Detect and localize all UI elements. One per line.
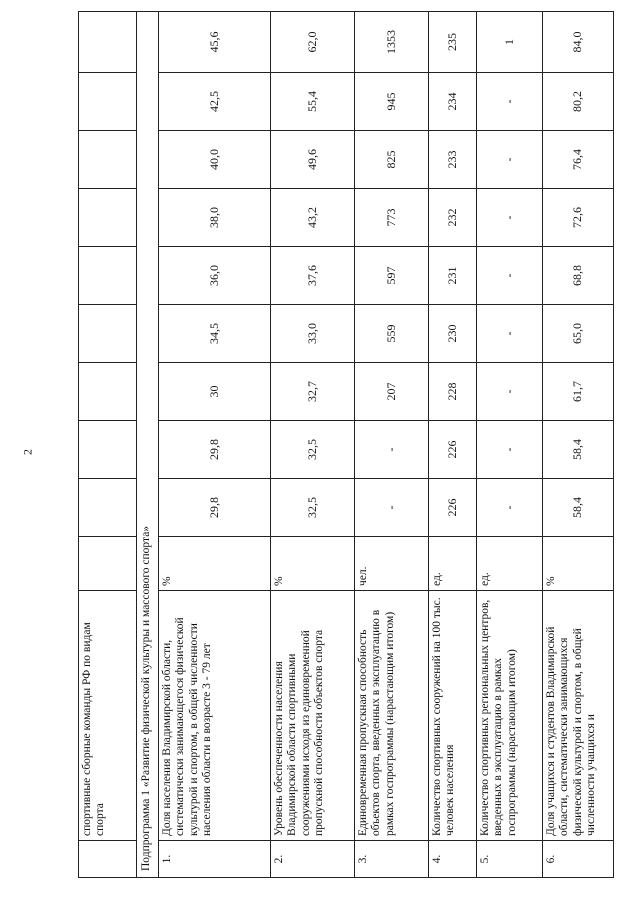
indicator-name: Уровень обеспеченности населения Владимирской области спортивными сооружениями исходя из единовременной пропускной способности объектов спорта xyxy=(271,591,355,841)
value-cell: 230 xyxy=(429,305,477,363)
value-cell: - xyxy=(477,189,543,247)
value-cell: 62,0 xyxy=(271,12,355,73)
value-cell: 36,0 xyxy=(159,247,271,305)
value-cell: 40,0 xyxy=(159,131,271,189)
indicator-name: Количество спортивных сооружений на 100 тыс. человек населения xyxy=(429,591,477,841)
value-cell: 68,8 xyxy=(543,247,614,305)
value-cell: - xyxy=(477,363,543,421)
indicator-name: Единовременная пропускная способность объектов спорта, введенных в эксплуатацию в рамках госпрограммы (нарастающим итогом) xyxy=(355,591,429,841)
value-cell: 72,6 xyxy=(543,189,614,247)
value-cell: 233 xyxy=(429,131,477,189)
value-cell: 42,5 xyxy=(159,73,271,131)
row-number: 6. xyxy=(543,841,614,878)
cell-empty xyxy=(79,12,137,73)
value-cell: 1353 xyxy=(355,12,429,73)
cell-empty xyxy=(79,189,137,247)
unit: чел. xyxy=(355,537,429,591)
value-cell: 65,0 xyxy=(543,305,614,363)
indicator-name: Количество спортивных региональных центров, введенных в эксплуатацию в рамках госпрограммы (нарастающим итогом) xyxy=(477,591,543,841)
row-number: 2. xyxy=(271,841,355,878)
table-row xyxy=(543,12,614,878)
cell-top-text: спортивные сборные команды РФ по видам спорта xyxy=(79,591,137,841)
cell-empty xyxy=(79,131,137,189)
cell-empty xyxy=(79,421,137,479)
cell-empty xyxy=(79,479,137,537)
value-cell: 226 xyxy=(429,421,477,479)
value-cell: 38,0 xyxy=(159,189,271,247)
value-cell: 231 xyxy=(429,247,477,305)
value-cell: 30 xyxy=(159,363,271,421)
value-cell: 1 xyxy=(477,12,543,73)
value-cell: 232 xyxy=(429,189,477,247)
value-cell: 559 xyxy=(355,305,429,363)
unit: ед. xyxy=(429,537,477,591)
row-number: 4. xyxy=(429,841,477,878)
value-cell: 37,6 xyxy=(271,247,355,305)
table-row xyxy=(429,12,477,878)
value-cell: - xyxy=(477,421,543,479)
value-cell: 597 xyxy=(355,247,429,305)
table-row xyxy=(355,12,429,878)
unit: % xyxy=(159,537,271,591)
value-cell: - xyxy=(477,73,543,131)
row-number: 3. xyxy=(355,841,429,878)
value-cell: 80,2 xyxy=(543,73,614,131)
subprogram-title: Подпрограмма 1 «Развитие физической культуры и массового спорта» xyxy=(137,12,159,878)
indicators-table xyxy=(78,11,614,878)
value-cell: 235 xyxy=(429,12,477,73)
value-cell: - xyxy=(355,421,429,479)
value-cell: - xyxy=(477,479,543,537)
table-row xyxy=(477,12,543,878)
value-cell: 32,5 xyxy=(271,421,355,479)
value-cell: 207 xyxy=(355,363,429,421)
row-number: 5. xyxy=(477,841,543,878)
unit: ед. xyxy=(477,537,543,591)
value-cell: - xyxy=(477,247,543,305)
cell-empty xyxy=(79,247,137,305)
unit: % xyxy=(543,537,614,591)
value-cell: 49,6 xyxy=(271,131,355,189)
value-cell: 58,4 xyxy=(543,421,614,479)
value-cell: 825 xyxy=(355,131,429,189)
value-cell: 945 xyxy=(355,73,429,131)
value-cell: 29,8 xyxy=(159,421,271,479)
value-cell: 45,6 xyxy=(159,12,271,73)
table-row xyxy=(159,12,271,878)
value-cell: 55,4 xyxy=(271,73,355,131)
cell-empty xyxy=(79,841,137,878)
value-cell: 32,5 xyxy=(271,479,355,537)
value-cell: 34,5 xyxy=(159,305,271,363)
cell-empty xyxy=(79,537,137,591)
cell-empty xyxy=(79,305,137,363)
unit: % xyxy=(271,537,355,591)
value-cell: 33,0 xyxy=(271,305,355,363)
value-cell: 32,7 xyxy=(271,363,355,421)
value-cell: 29,8 xyxy=(159,479,271,537)
value-cell: 84,0 xyxy=(543,12,614,73)
value-cell: - xyxy=(355,479,429,537)
value-cell: 76,4 xyxy=(543,131,614,189)
table-row xyxy=(271,12,355,878)
value-cell: 234 xyxy=(429,73,477,131)
value-cell: 773 xyxy=(355,189,429,247)
value-cell: 61,7 xyxy=(543,363,614,421)
subprogram-row xyxy=(137,12,159,878)
cell-empty xyxy=(79,73,137,131)
cell-empty xyxy=(79,363,137,421)
row-number: 1. xyxy=(159,841,271,878)
page-number: 2 xyxy=(20,449,35,455)
value-cell: - xyxy=(477,305,543,363)
indicator-name: Доля учащихся и студентов Владимирской области, систематически занимающихся физической культурой и спортом, в общей численности учащихся и xyxy=(543,591,614,841)
value-cell: 226 xyxy=(429,479,477,537)
value-cell: 228 xyxy=(429,363,477,421)
table-row-top xyxy=(79,12,137,878)
value-cell: 43,2 xyxy=(271,189,355,247)
value-cell: - xyxy=(477,131,543,189)
indicator-name: Доля населения Владимирской области, систематически занимающегося физической культурой и спортом, в общей численности населения области в возрасте 3 - 79 лет xyxy=(159,591,271,841)
value-cell: 58,4 xyxy=(543,479,614,537)
rotated-table-container xyxy=(78,12,613,878)
